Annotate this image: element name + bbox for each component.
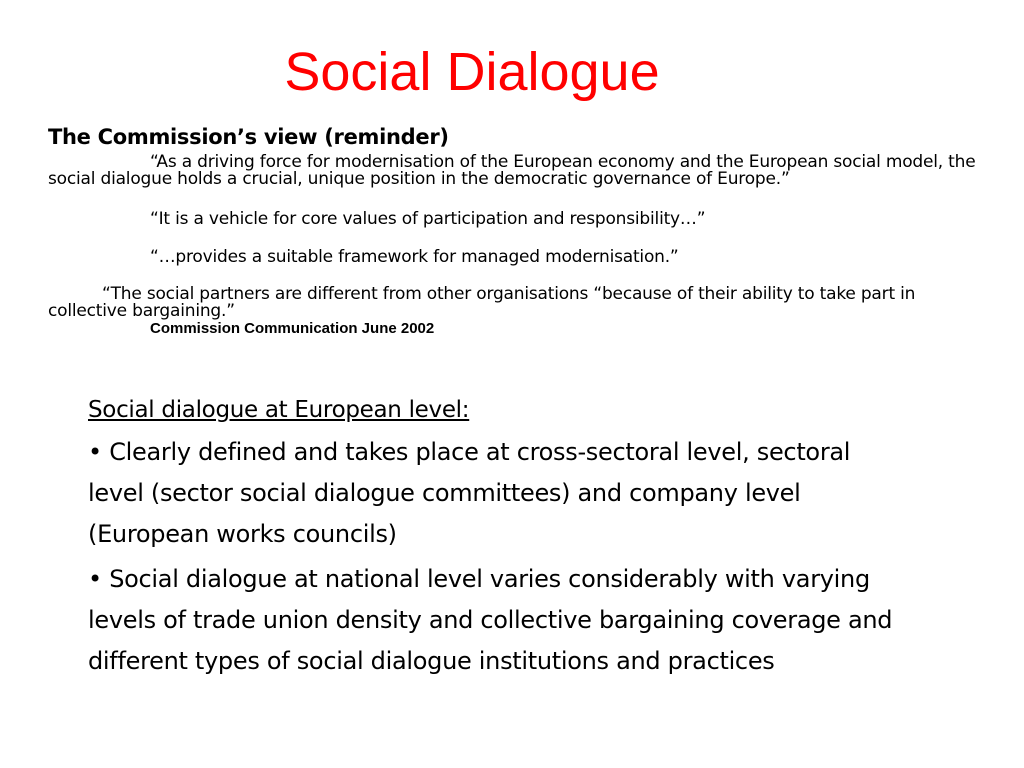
quote-social-partners: “The social partners are different from other organisations “because of their ability to take part in collective bargaining.” xyxy=(48,284,916,321)
quote-attribution: Commission Communication June 2002 xyxy=(150,320,435,337)
european-level-section xyxy=(88,392,908,686)
commission-view-section xyxy=(48,122,978,338)
quote-core-values: “It is a vehicle for core values of participation and responsibility…” xyxy=(150,209,706,229)
european-level-heading: Social dialogue at European level: xyxy=(88,397,470,423)
quote-framework: “…provides a suitable framework for managed modernisation.” xyxy=(150,247,679,267)
bullet-item-cross-sectoral xyxy=(88,432,908,555)
quote-driving-force: “As a driving force for modernisation of the European economy and the European social model, the social dialogue holds a crucial, unique position in the democratic governance of Europe.” xyxy=(48,152,976,189)
bullet-dot-icon: • xyxy=(88,438,102,466)
bullet-item-national-level xyxy=(88,559,908,682)
bullet-text: Social dialogue at national level varies considerably with varying levels of trade union density and collective bargaining coverage and different types of social dialogue institutions and practices xyxy=(88,565,893,675)
bullet-dot-icon: • xyxy=(88,565,102,593)
bullet-text: Clearly defined and takes place at cross-sectoral level, sectoral level (sector social dialogue committees) and company level (European works councils) xyxy=(88,438,851,548)
commission-view-heading: The Commission’s view (reminder) xyxy=(48,125,449,149)
slide-title: Social Dialogue xyxy=(284,42,660,102)
